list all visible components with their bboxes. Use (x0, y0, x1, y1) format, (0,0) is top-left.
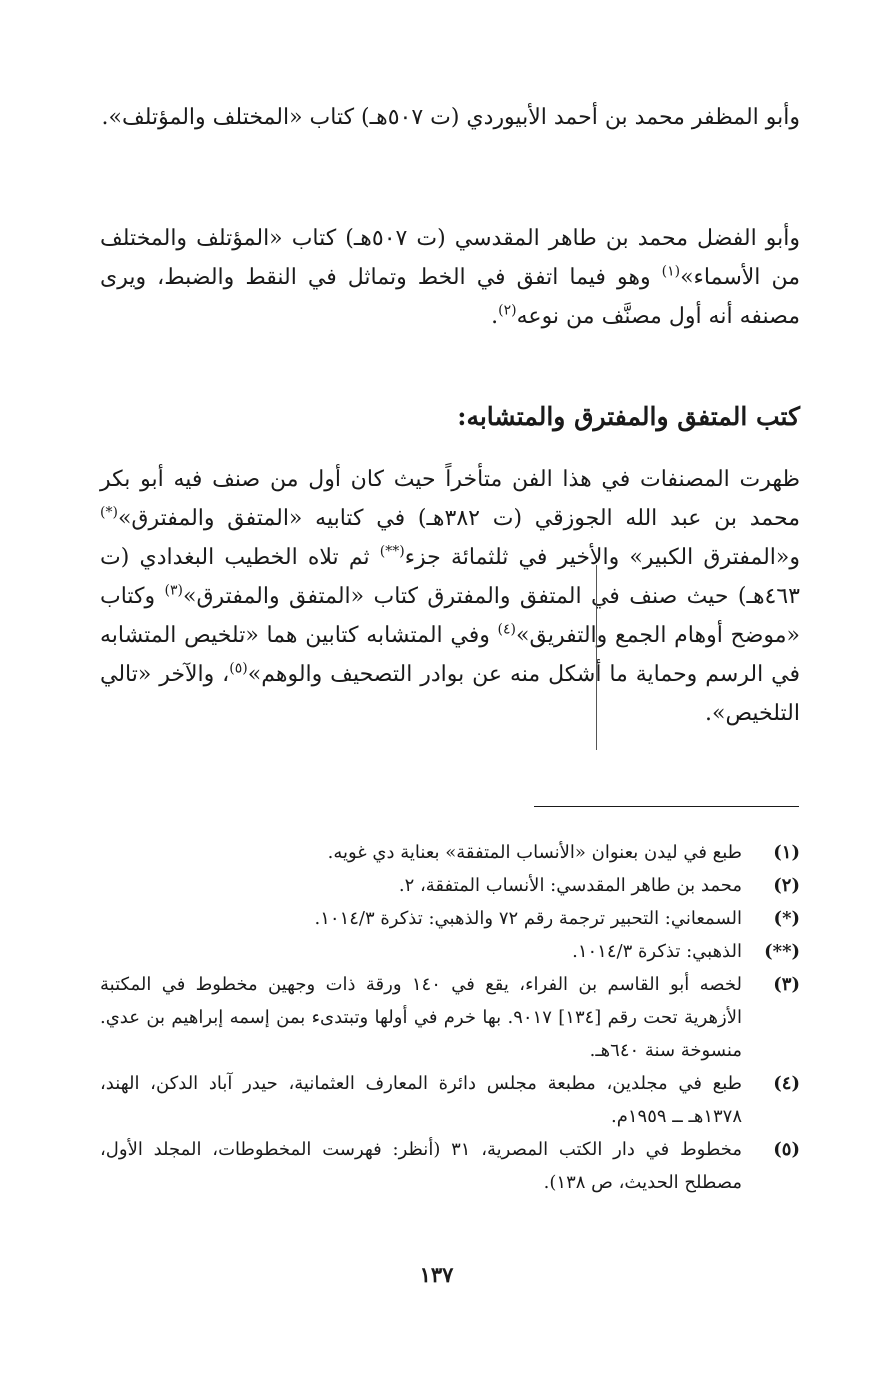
footnote-number: (٣) (773, 974, 800, 995)
footnote-text: مخطوط في دار الكتب المصرية، ٣١ (أنظر: فهرست المخطوطات، المجلد الأول، مصطلح الحديث، ص ١٣٨). (100, 1139, 742, 1193)
paragraph-text: وأبو الفضل محمد بن طاهر المقدسي (ت ٥٠٧هـ) كتاب «المؤتلف والمختلف من الأسماء» (100, 226, 801, 290)
scan-margin-line (596, 565, 597, 750)
footnote-ref-double-star: (**) (379, 543, 405, 560)
paragraph-abiwardi (100, 98, 800, 137)
footnote-ref-2: (٢) (498, 302, 517, 319)
footnote (100, 968, 800, 1067)
footnote-text: محمد بن طاهر المقدسي: الأنساب المتفقة، ٢. (398, 875, 742, 896)
footnote-separator (534, 806, 799, 807)
footnote (100, 902, 800, 935)
footnote (100, 1133, 800, 1199)
footnote-text: طبع في ليدن بعنوان «الأنساب المتفقة» بعناية دي غويه. (327, 842, 742, 863)
paragraph-text: ثم تلاه الخطيب البغدادي (ت ٤٦٣هـ) حيث صنف في المتفق والمفترق كتاب «المتفق والمفترق» (100, 545, 800, 609)
footnote-text: السمعاني: التحبير ترجمة رقم ٧٢ والذهبي: تذكرة ١٠١٤/٣. (314, 908, 742, 929)
footnote-number: (١) (773, 842, 800, 863)
paragraph-maqdisi (100, 219, 800, 336)
footnote-number: (٤) (773, 1073, 800, 1094)
footnotes (100, 836, 800, 1199)
footnote-ref-3: (٣) (164, 582, 184, 599)
footnote (100, 869, 800, 902)
footnote-ref-4: (٤) (497, 621, 517, 638)
paragraph-text: وفي المتشابه كتابين هما «تلخيص المتشابه في الرسم وحماية ما أشكل منه عن بوادر التصحيف والوهم» (100, 623, 801, 687)
footnote-text: طبع في مجلدين، مطبعة مجلس دائرة المعارف العثمانية، حيدر آباد الدكن، الهند، ١٣٧٨هـ ــ ١٩٥٩م. (100, 1073, 742, 1127)
paragraph-text: و«المفترق الكبير» والأخير في ثلثمائة جزء (404, 545, 800, 570)
footnote (100, 836, 800, 869)
footnote-ref-5: (٥) (229, 660, 248, 677)
footnote-text: الذهبي: تذكرة ١٠١٤/٣. (572, 941, 742, 962)
paragraph-text: ظهرت المصنفات في هذا الفن متأخراً حيث كان أول من صنف فيه أبو بكر محمد بن عبد الله الجوزقي (ت ٣٨٢هـ) في كتابيه «المتفق والمفترق» (100, 467, 801, 531)
footnote-number: (*) (773, 908, 800, 929)
footnote-number: (٥) (773, 1139, 800, 1160)
page-number: ١٣٧ (419, 1262, 454, 1287)
section-heading: كتب المتفق والمفترق والمتشابه: (457, 402, 800, 431)
paragraph-history (100, 460, 800, 733)
footnote-ref-1: (١) (661, 263, 681, 280)
footnote (100, 935, 800, 968)
paragraph-text: وكتاب «موضح أوهام الجمع والتفريق» (100, 584, 800, 648)
footnote (100, 1067, 800, 1133)
paragraph-text: وأبو المظفر محمد بن أحمد الأبيوردي (ت ٥٠٧هـ) كتاب «المختلف والمؤتلف». (101, 105, 800, 130)
paragraph-text: وهو فيما اتفق في الخط وتماثل في النقط والضبط، ويرى مصنفه أنه أول مصنَّف من نوعه (100, 265, 800, 329)
footnote-ref-star: (*) (100, 504, 118, 521)
paragraph-text: ، والآخر «تالي التلخيص». (100, 662, 800, 726)
footnote-text: لخصه أبو القاسم بن الفراء، يقع في ١٤٠ ورقة ذات وجهين مخطوط في المكتبة الأزهرية تحت رقم [١٣٤] ٩٠١٧. بها خرم في أولها وتبتدىء بمن إسمه إبراهيم بن عدي. منسوخة سنة ٦٤٠هـ. (100, 974, 743, 1061)
footnote-number: (٢) (773, 875, 800, 896)
footnote-number: (**) (764, 941, 800, 962)
paragraph-text: . (491, 304, 499, 329)
